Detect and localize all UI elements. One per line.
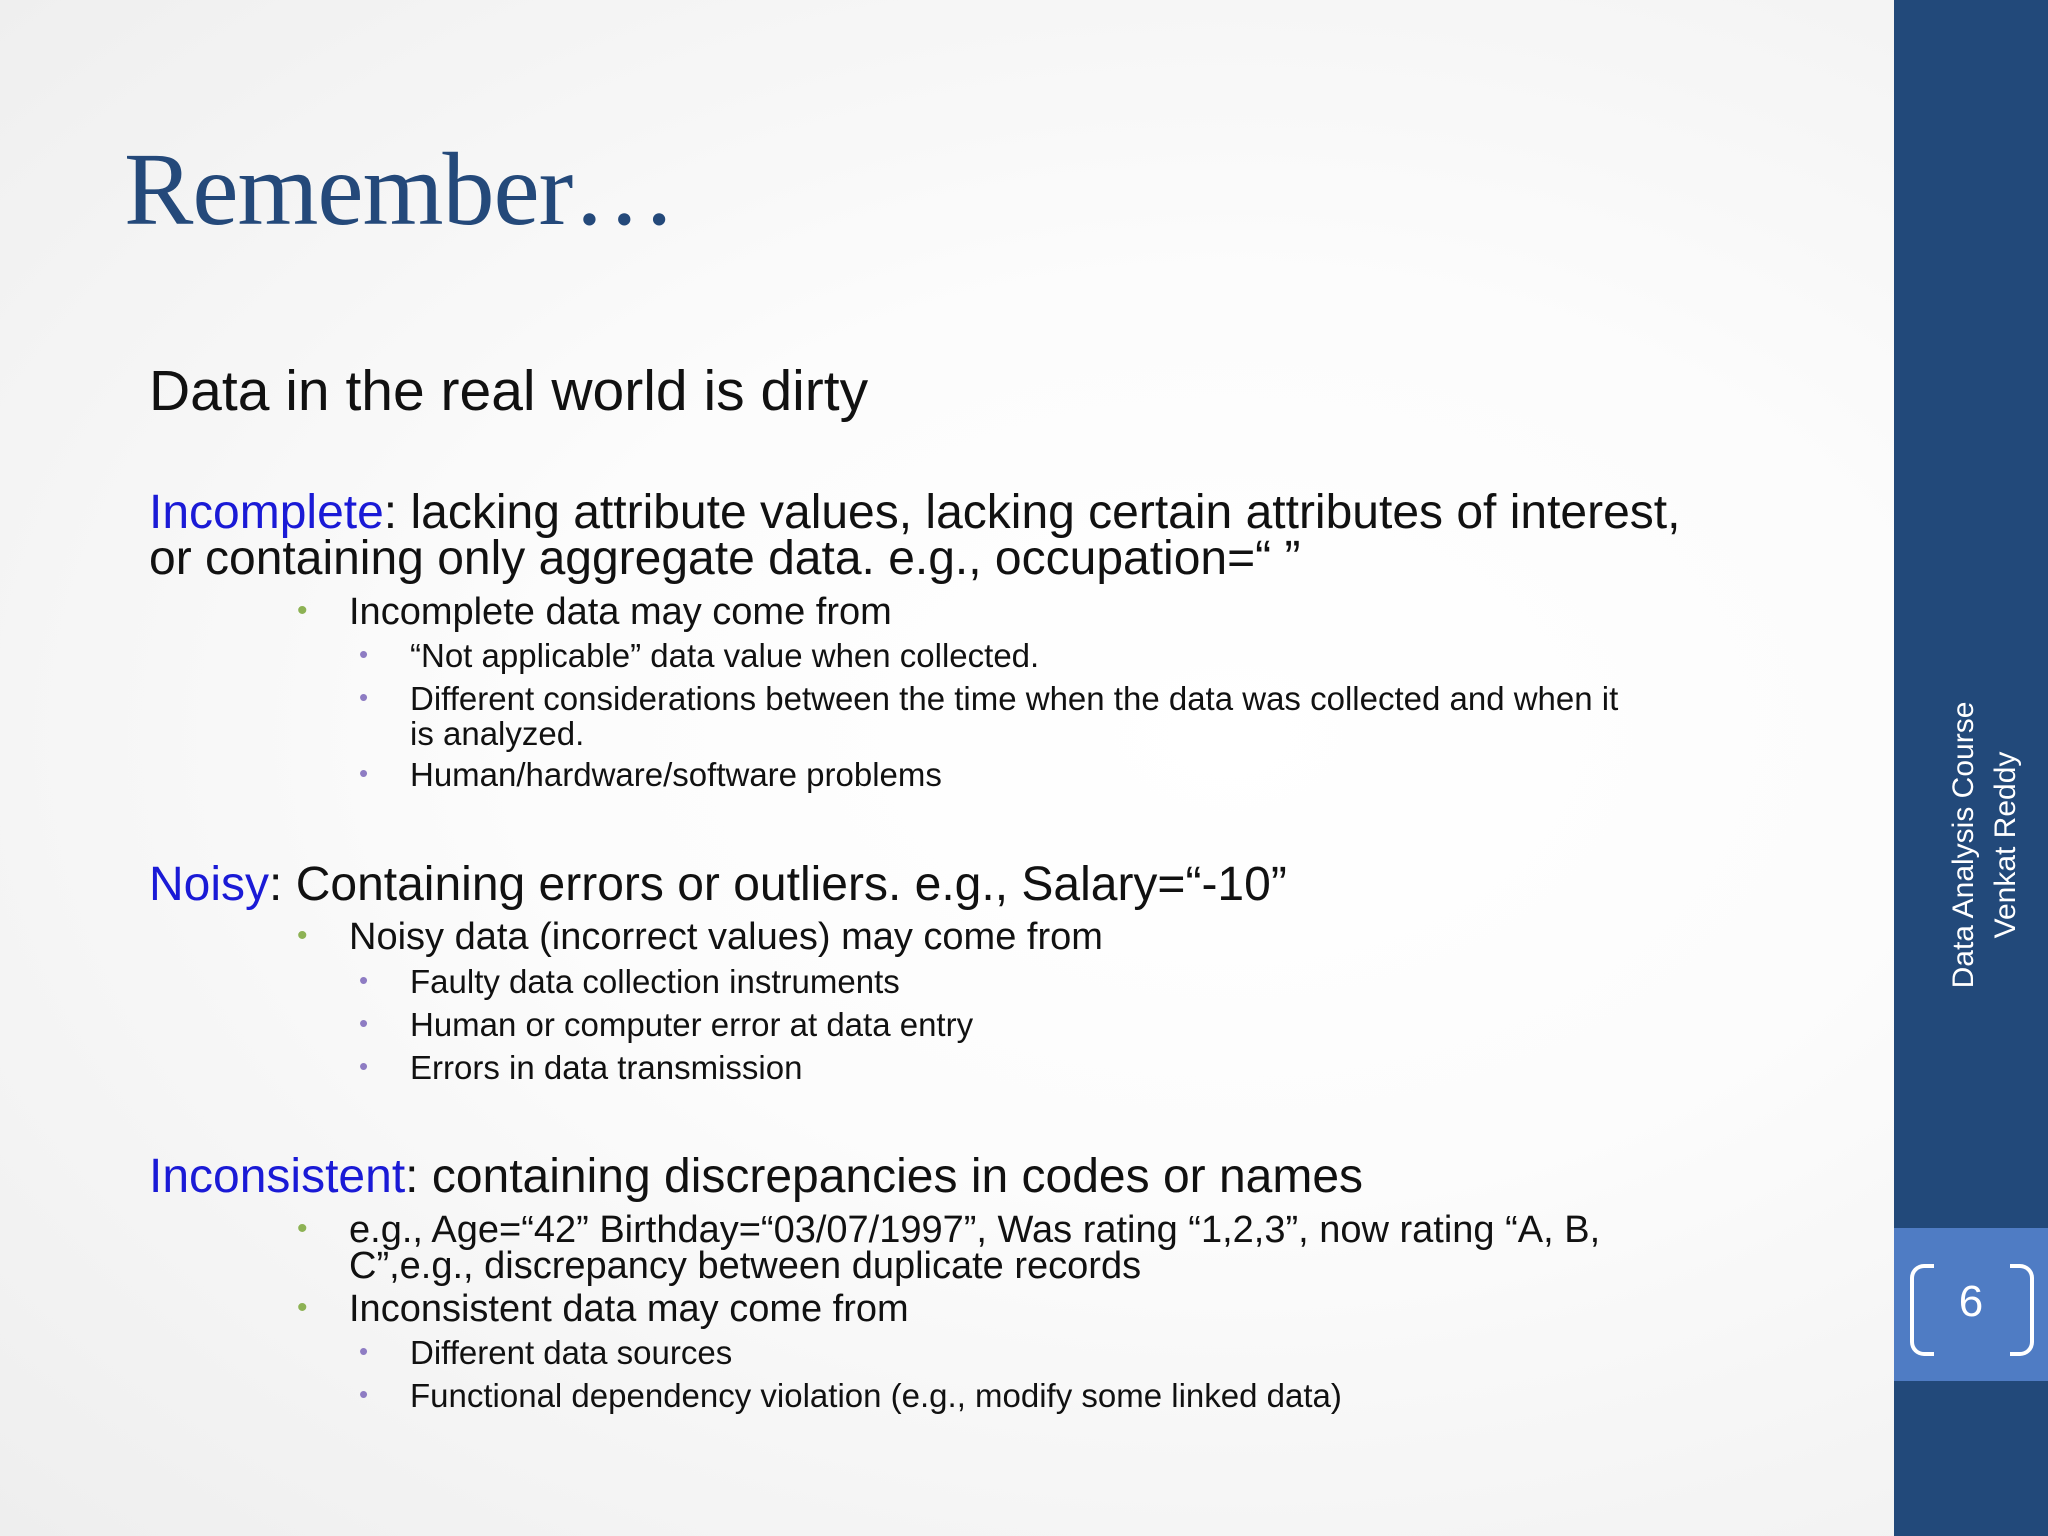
section-keyword: Incomplete [149, 486, 384, 539]
sub-bullet-text-continuation: is analyzed. [410, 715, 585, 752]
sub-bullet-dot: • [359, 758, 369, 788]
sub-bullet-text: Different data sources [410, 1334, 733, 1371]
section-definition: : Containing errors or outliers. e.g., Salary=“-10” [269, 858, 1287, 911]
bullet-dot: • [297, 1291, 308, 1324]
section-keyword: Noisy [149, 858, 270, 911]
bullet-dot: • [297, 919, 308, 952]
sub-bullet-text: Human/hardware/software problems [410, 756, 942, 793]
sub-bullet-dot: • [359, 1336, 369, 1366]
sub-bullet-text: “Not applicable” data value when collected. [410, 637, 1040, 674]
section-noisy-line-1 [149, 858, 1287, 911]
section-incomplete-line-1 [149, 486, 1681, 539]
course-name: Data Analysis Course [1947, 701, 1980, 989]
sub-bullet-text: Faulty data collection instruments [410, 963, 900, 1000]
sub-bullet-dot: • [359, 682, 369, 712]
sub-bullet-text: Different considerations between the time when the data was collected and when it [410, 680, 1619, 717]
sub-bullet-dot: • [359, 1008, 369, 1038]
bullet-dot: • [297, 594, 308, 627]
sub-bullet-dot: • [359, 1379, 369, 1409]
bullet-text: Inconsistent data may come from [349, 1288, 909, 1330]
bullet-text: Incomplete data may come from [349, 591, 892, 633]
section-inconsistent-line-1 [149, 1150, 1364, 1203]
sidebar-footer-text [1943, 675, 2027, 1015]
author-name: Venkat Reddy [1989, 751, 2022, 939]
sub-bullet-dot: • [359, 639, 369, 669]
sub-bullet-text: Errors in data transmission [410, 1049, 803, 1086]
subtitle: Data in the real world is dirty [149, 359, 869, 423]
sub-bullet-dot: • [359, 965, 369, 995]
section-keyword: Inconsistent [149, 1150, 406, 1203]
page-number: 6 [1958, 1277, 1984, 1326]
section-definition: : lacking attribute values, lacking certain attributes of interest, [383, 486, 1681, 539]
bullet-text: Noisy data (incorrect values) may come from [349, 916, 1103, 958]
slide-title: Remember… [124, 132, 676, 247]
sub-bullet-text: Functional dependency violation (e.g., modify some linked data) [410, 1377, 1342, 1414]
bullet-text-continuation: C”,e.g., discrepancy between duplicate records [349, 1245, 1142, 1287]
section-definition: : containing discrepancies in codes or names [405, 1150, 1364, 1203]
bullet-text: e.g., Age=“42” Birthday=“03/07/1997”, Was rating “1,2,3”, now rating “A, B, [349, 1209, 1601, 1251]
sub-bullet-dot: • [359, 1051, 369, 1081]
page-number-panel [1894, 1228, 2048, 1381]
bullet-dot: • [297, 1212, 308, 1245]
sub-bullet-text: Human or computer error at data entry [410, 1006, 974, 1043]
section-incomplete-line-2: or containing only aggregate data. e.g., occupation=“ ” [149, 532, 1301, 585]
